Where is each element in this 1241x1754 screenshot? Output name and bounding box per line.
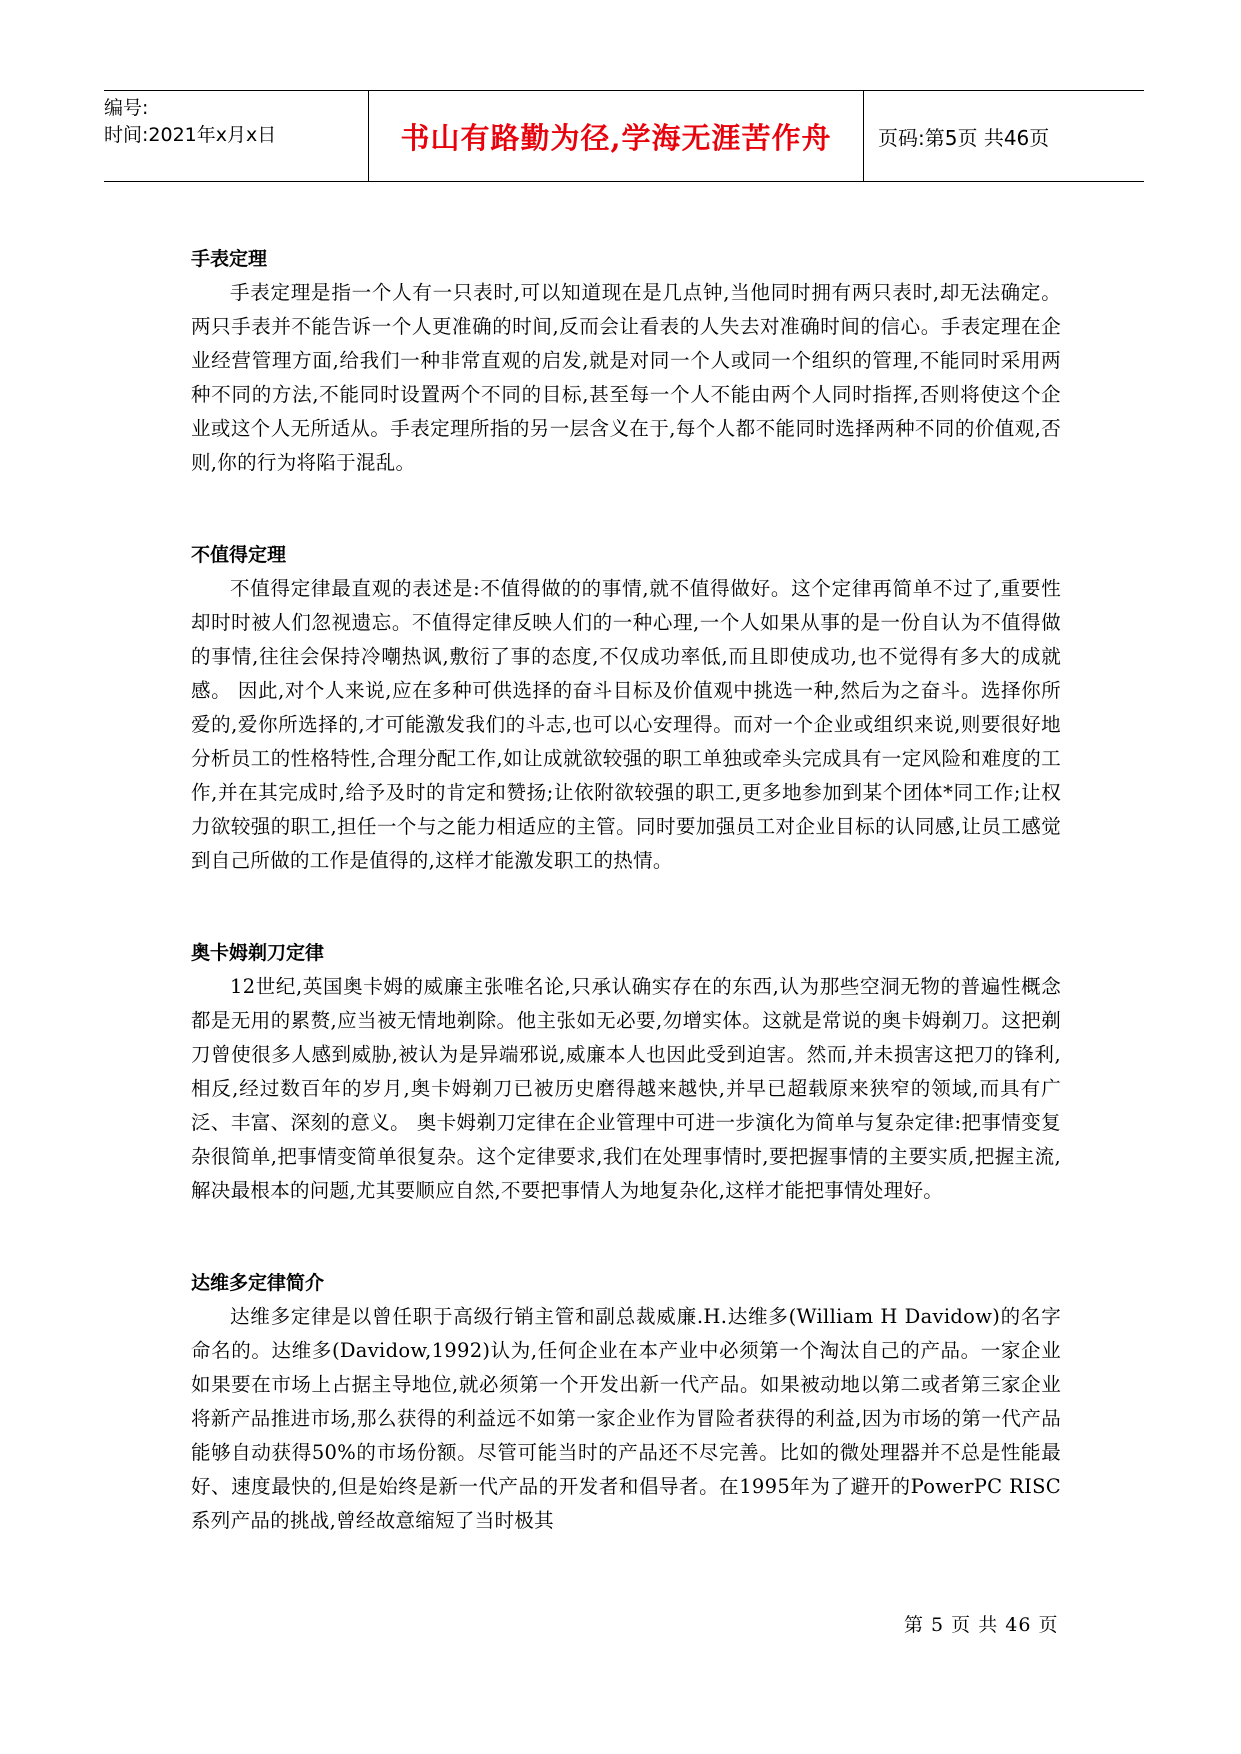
section-title: 手表定理: [191, 248, 268, 270]
document-body: [191, 242, 1061, 1538]
page-footer: 第 5 页 共 46 页: [904, 1614, 1059, 1636]
header-meta: [104, 91, 369, 181]
section-paragraph: 达维多定律是以曾任职于高级行销主管和副总裁威廉.H.达维多(William H Davidow)的名字命名的。达维多(Davidow,1992)认为,任何企业在本产业中必须第一个淘汰自己的产品。一家企业如果要在市场上占据主导地位,就必须第一个开发出新一代产品。如果被动地以第二或者第三家企业将新产品推进市场,那么获得的利益远不如第一家企业作为冒险者获得的利益,因为市场的第一代产品能够自动获得50%的市场份额。尽管可能当时的产品还不尽完善。比如的微处理器并不总是性能最好、速度最快的,但是始终是新一代产品的开发者和倡导者。在1995年为了避开的PowerPC RISC系列产品的挑战,曾经故意缩短了当时极其: [191, 1305, 1061, 1532]
section-occam-razor: [191, 936, 1061, 1208]
document-number-label: 编号:: [104, 97, 149, 119]
section-paragraph: 手表定理是指一个人有一只表时,可以知道现在是几点钟,当他同时拥有两只表时,却无法确定。两只手表并不能告诉一个人更准确的时间,反而会让看表的人失去对准确时间的信心。手表定理在企业经营管理方面,给我们一种非常直观的启发,就是对同一个人或同一个组织的管理,不能同时采用两种不同的方法,不能同时设置两个不同的目标,甚至每一个人不能由两个人同时指挥,否则将使这个企业或这个人无所适从。手表定理所指的另一层含义在于,每个人都不能同时选择两种不同的价值观,否则,你的行为将陷于混乱。: [191, 281, 1061, 474]
section-title: 奥卡姆剃刀定律: [191, 942, 325, 964]
page-header: [104, 90, 1144, 182]
section-paragraph: 不值得定律最直观的表述是:不值得做的的事情,就不值得做好。这个定律再简单不过了,重要性却时时被人们忽视遗忘。不值得定律反映人们的一种心理,一个人如果从事的是一份自认为不值得做的事情,往往会保持冷嘲热讽,敷衍了事的态度,不仅成功率低,而且即使成功,也不觉得有多大的成就感。 因此,对个人来说,应在多种可供选择的奋斗目标及价值观中挑选一种,然后为之奋斗。选择你所爱的,爱你所选择的,才可能激发我们的斗志,也可以心安理得。而对一个企业或组织来说,则要很好地分析员工的性格特性,合理分配工作,如让成就欲较强的职工单独或牵头完成具有一定风险和难度的工作,并在其完成时,给予及时的肯定和赞扬;让依附欲较强的职工,更多地参加到某个团体*同工作;让权力欲较强的职工,担任一个与之能力相适应的主管。同时要加强员工对企业目标的认同感,让员工感觉到自己所做的工作是值得的,这样才能激发职工的热情。: [191, 577, 1061, 872]
header-motto: 书山有路勤为径,学海无涯苦作舟: [369, 91, 864, 181]
section-paragraph: 12世纪,英国奥卡姆的威廉主张唯名论,只承认确实存在的东西,认为那些空洞无物的普遍性概念都是无用的累赘,应当被无情地剃除。他主张如无必要,勿增实体。这就是常说的奥卡姆剃刀。这把剃刀曾使很多人感到威胁,被认为是异端邪说,威廉本人也因此受到迫害。然而,并未损害这把刀的锋利,相反,经过数百年的岁月,奥卡姆剃刀已被历史磨得越来越快,并早已超载原来狭窄的领域,而具有广泛、丰富、深刻的意义。 奥卡姆剃刀定律在企业管理中可进一步演化为简单与复杂定律:把事情变复杂很简单,把事情变简单很复杂。这个定律要求,我们在处理事情时,要把握事情的主要实质,把握主流,解决最根本的问题,尤其要顺应自然,不要把事情人为地复杂化,这样才能把事情处理好。: [191, 975, 1061, 1202]
header-page-number: 页码:第5页 共46页: [878, 125, 1050, 150]
document-time-label: 时间:2021年x月x日: [104, 124, 277, 146]
section-watch-law: [191, 242, 1061, 480]
section-not-worth-law: [191, 538, 1061, 878]
section-title: 达维多定律简介: [191, 1272, 325, 1294]
section-davidow-law: [191, 1266, 1061, 1538]
section-title: 不值得定理: [191, 544, 287, 566]
